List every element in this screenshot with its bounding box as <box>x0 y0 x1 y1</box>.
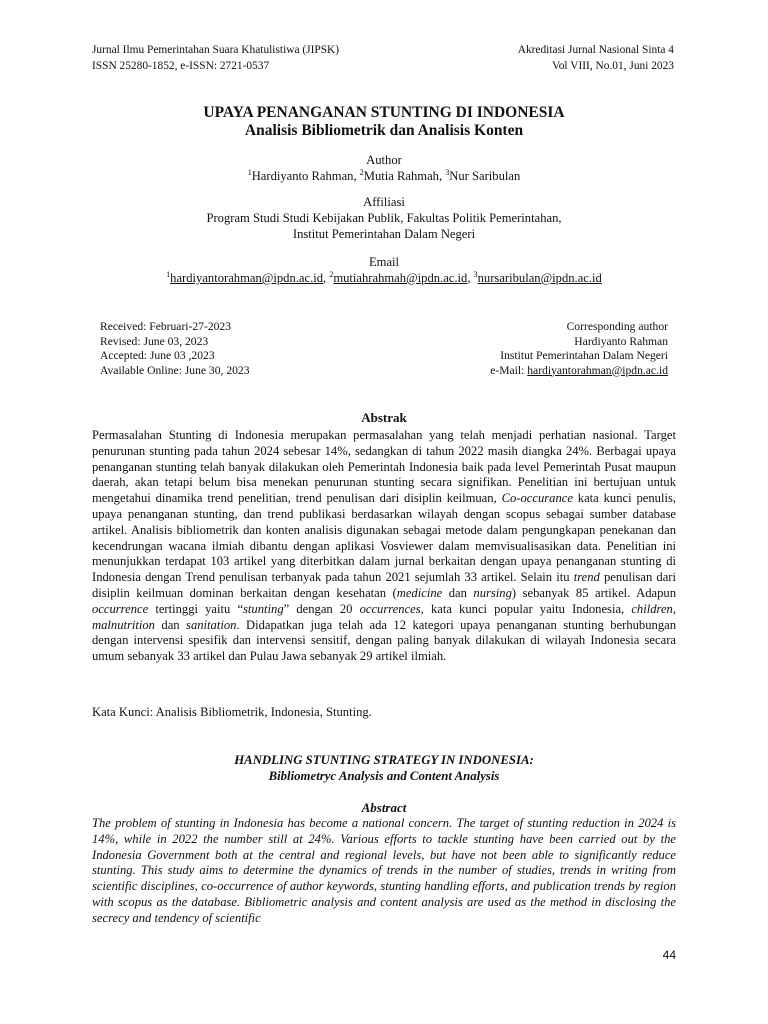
email-2-num: 2 <box>329 269 334 279</box>
author-2-num: 2 <box>359 167 364 177</box>
abstract-heading: Abstract <box>361 800 407 815</box>
journal-volume: Vol VIII, No.01, Juni 2023 <box>551 60 674 72</box>
abstrak-seg: ) sebanyak 85 artikel. Adapun <box>511 585 676 600</box>
affiliation-label: Affiliasi <box>363 195 405 209</box>
paper-subtitle: Analisis Bibliometrik dan Analisis Konten <box>244 122 524 139</box>
author-3-name: Nur Saribulan <box>449 169 521 183</box>
email-label: Email <box>368 255 400 269</box>
author-3-num: 3 <box>445 167 450 177</box>
abstrak-italic: children, malnutrition <box>92 601 676 632</box>
abstrak-seg: dan <box>154 617 187 632</box>
keywords: Kata Kunci: Analisis Bibliometrik, Indonesia, Stunting. <box>92 705 372 719</box>
date-revised: Revised: June 03, 2023 <box>100 334 209 348</box>
email-1-num: 1 <box>166 269 171 279</box>
abstrak-italic: trend <box>573 570 600 585</box>
abstrak-seg: . Didapatkan juga telah ada 12 kategori upaya penanganan stunting berhubungan dengan intervensi spesifik dan intervensi sensitif, dengan paling banyak dilakukan di wilayah Indonesia secara umum sebanyak 33 artikel dan Pulau Jawa sebanyak 29 artikel ilmiah. <box>92 617 677 664</box>
author-1-name: Hardiyanto Rahman <box>251 169 354 183</box>
date-received: Received: Februari-27-2023 <box>100 320 232 333</box>
english-title-block <box>92 752 676 784</box>
corresponding-label: Corresponding author <box>566 320 668 333</box>
abstrak-italic: occurrence <box>92 601 149 616</box>
abstrak-italic: stunting <box>243 601 284 616</box>
corresponding-email-link[interactable]: hardiyantorahman@ipdn.ac.id <box>527 363 668 377</box>
email-3-num: 3 <box>473 269 478 279</box>
date-online: Available Online: June 30, 2023 <box>100 363 250 377</box>
abstrak-seg: Permasalahan Stunting di Indonesia merupakan permasalahan yang telah menjadi perhatian nasional. Target penurunan stunting pada tahun 2024 sebesar 14%, sedangkan di tahun 2022 masih diangka 24%. Berbagai upaya penanganan stunting telah banyak dilakukan oleh Pemerintah Indonesia baik pada level Pemerintah Pusat maupun daerah, akan tetapi belum bisa menekan penurunan stunting secara signifikan. Penelitian ini bertujuan untuk mengetahui dinamika trend penelitian, trend penulisan dari disiplin keilmuan, <box>92 428 676 506</box>
abstrak-seg: ” dengan 20 <box>283 601 360 616</box>
email-3-link[interactable]: nursaribulan@ipdn.ac.id <box>477 271 602 285</box>
abstrak-seg: tertinggi yaitu “ <box>148 601 244 616</box>
abstrak-italic: medicine <box>396 585 443 600</box>
affiliation-line-2: Institut Pemerintahan Dalam Negeri <box>292 227 476 241</box>
journal-accreditation: Akreditasi Jurnal Nasional Sinta 4 <box>517 44 674 56</box>
journal-name: Jurnal Ilmu Pemerintahan Suara Khatulistiwa (JIPSK) <box>92 44 340 56</box>
author-block <box>92 152 676 184</box>
abstract-text: The problem of stunting in Indonesia has become a national concern. The target of stunting reduction in 2024 is 14%, while in 2022 the number still at 24%. Various efforts to tackle stunting have been carried out by the Indonesia Government both at the central and regional levels, but have not been able to significantly reduce stunting. This study aims to determine the dynamics of trends in the number of studies, trends in writing from scientific disciplines, co-occurrence of author keywords, stunting handling efforts, and publication trends by region with scopus as the database. Bibliometric analysis and content analysis are used as the method in disclosing the secrecy and tendency of scientific <box>92 816 676 925</box>
corresponding-email-prefix: e-Mail: <box>490 363 528 377</box>
author-1-num: 1 <box>247 167 252 177</box>
author-label: Author <box>366 153 402 167</box>
abstrak-seg: kata kunci penulis, upaya penanganan stunting, dan trend publikasi berdasarkan wilayah dengan scopus sebagai sumber database artikel. Analisis bibliometrik dan konten analisis digunakan sebagai metode dalam pengungkapan penekanan dan kecendrungan wacana ilmiah dibantu dengan aplikasi Vosviewer dalam memvisualisasikan data. Penelitian ini menunjukkan terdapat 103 artikel yang diterbitkan dalam jurnal berkaitan dengan upaya penanganan stunting di Indonesia dengan Trend penulisan terbanyak pada tahun 2021 sejumlah 33 artikel. Selain itu <box>92 491 676 585</box>
page-number: 44 <box>662 948 676 962</box>
english-title: HANDLING STUNTING STRATEGY IN INDONESIA: <box>234 753 534 767</box>
abstrak-seg: dan <box>442 585 474 600</box>
paper-title-block <box>92 104 676 140</box>
corresponding-name: Hardiyanto Rahman <box>574 334 668 348</box>
email-block <box>92 254 676 286</box>
affiliation-block <box>92 194 676 242</box>
abstrak-italic: sanitation <box>186 617 237 632</box>
email-list: $^1$hardiyantorahman@ipdn.ac.id, $^2$mutiahrahmah@ipdn.ac.id, $^3$nursaribulan@ipdn.ac.id <box>166 269 602 285</box>
abstrak-heading: Abstrak <box>361 410 407 425</box>
article-dates <box>100 320 250 378</box>
journal-issn: ISSN 25280-1852, e-ISSN: 2721-0537 <box>92 60 270 72</box>
abstrak-italic: Co-occurance <box>501 491 573 506</box>
corresponding-institution: Institut Pemerintahan Dalam Negeri <box>500 349 668 362</box>
date-accepted: Accepted: June 03 ,2023 <box>100 349 215 362</box>
abstrak-italic: nursing <box>473 585 512 600</box>
paper-title: UPAYA PENANGANAN STUNTING DI INDONESIA <box>203 104 565 121</box>
email-1-link[interactable]: hardiyantorahman@ipdn.ac.id <box>170 271 324 285</box>
abstrak-seg: penulisan dari disiplin keilmuan dominan berkaitan dengan kesehatan ( <box>92 570 676 600</box>
corresponding-author <box>490 320 668 378</box>
abstrak-seg: kata kunci popular yaitu Indonesia, <box>423 601 632 616</box>
english-subtitle: Bibliometryc Analysis and Content Analysis <box>268 769 500 783</box>
affiliation-line-1: Program Studi Studi Kebijakan Publik, Fakultas Politik Pemerintahan, <box>206 211 562 225</box>
journal-header-left <box>92 42 339 74</box>
author-2-name: Mutia Rahmah <box>363 169 439 183</box>
corresponding-email <box>490 364 668 379</box>
abstrak-text <box>92 428 676 665</box>
journal-header-right <box>518 42 674 74</box>
email-2-link[interactable]: mutiahrahmah@ipdn.ac.id <box>333 271 468 285</box>
abstrak-italic: occurrences, <box>359 601 424 616</box>
author-names: $^1$Hardiyanto Rahman, $^2$Mutia Rahmah, $^3$Nur Saribulan <box>247 167 521 183</box>
